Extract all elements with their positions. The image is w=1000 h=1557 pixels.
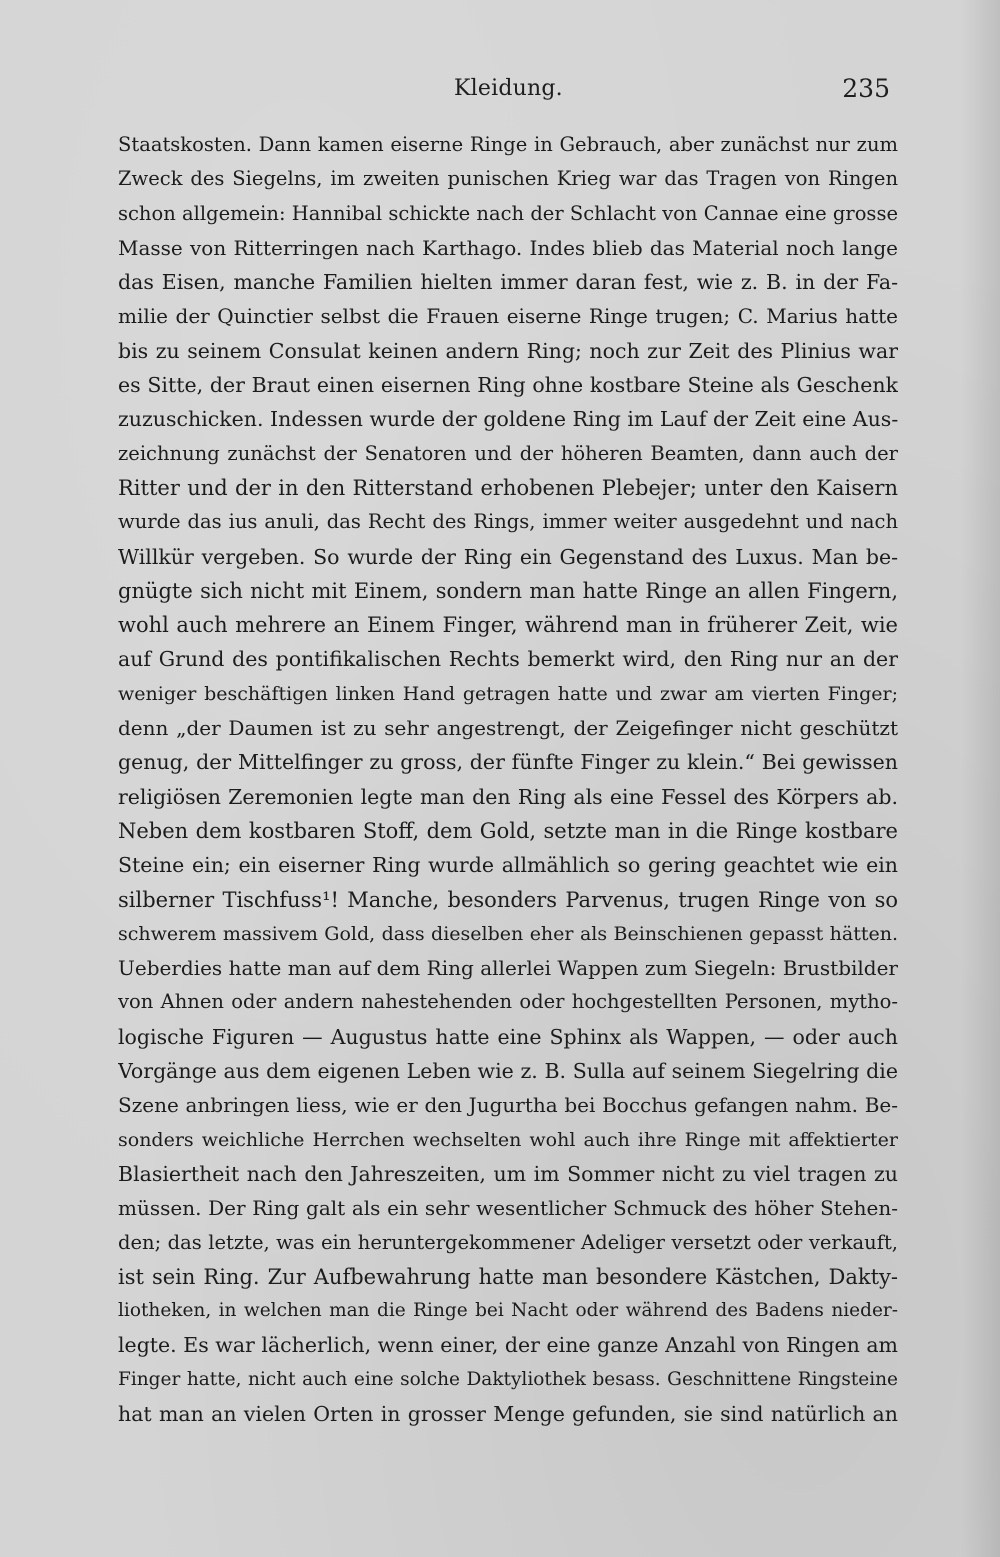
text-line: von Ahnen oder andern nahestehenden oder hochgestellten Personen, mytho- [118, 990, 898, 1014]
text-line: schwerem massivem Gold, dass dieselben eher als Beinschienen gepasst hätten. [118, 922, 898, 945]
text-line: zeichnung zunächst der Senatoren und der höheren Beamten, dann auch der [118, 441, 898, 465]
text-line: es Sitte, der Braut einen eisernen Ring ohne kostbare Steine als Geschenk [118, 373, 898, 398]
text-line: Blasiertheit nach den Jahreszeiten, um im Sommer nicht zu viel tragen zu [118, 1161, 898, 1186]
text-line: Steine ein; ein eiserner Ring wurde allmählich so gering geachtet wie ein [118, 853, 898, 878]
text-line: logische Figuren — Augustus hatte eine Sphinx als Wappen, — oder auch [118, 1024, 898, 1049]
text-line: Finger hatte, nicht auch eine solche Daktyliothek besass. Geschnittene Ringsteine [118, 1368, 898, 1390]
text-line: genug, der Mittelfinger zu gross, der fünfte Finger zu klein.“ Bei gewissen [118, 750, 898, 775]
text-line: hat man an vielen Orten in grosser Menge gefunden, sie sind natürlich an [118, 1401, 898, 1426]
text-line: schon allgemein: Hannibal schickte nach der Schlacht von Cannae eine grosse [118, 201, 898, 225]
running-header [118, 72, 898, 112]
text-line: Staatskosten. Dann kamen eiserne Ringe in Gebrauch, aber zunächst nur zum [118, 133, 898, 156]
text-line: religiösen Zeremonien legte man den Ring als eine Fessel des Körpers ab. [118, 784, 898, 809]
text-line: silberner Tischfuss¹! Manche, besonders Parvenus, trugen Ringe von so [118, 887, 898, 912]
text-line: auf Grund des pontifikalischen Rechts bemerkt wird, den Ring nur an der [118, 647, 898, 672]
text-line: Szene anbringen liess, wie er den Jugurtha bei Bocchus gefangen nahm. Be- [118, 1093, 898, 1118]
text-line: weniger beschäftigen linken Hand getragen hatte und zwar am vierten Finger; [118, 682, 898, 705]
text-line: Ritter und der in den Ritterstand erhobenen Plebejer; unter den Kaisern [118, 475, 898, 500]
text-line: Masse von Ritterringen nach Karthago. Indes blieb das Material noch lange [118, 235, 898, 260]
page-number: 235 [842, 74, 890, 103]
text-line: sonders weichliche Herrchen wechselten wohl auch ihre Ringe mit affektierter [118, 1128, 898, 1151]
text-line: wohl auch mehrere an Einem Finger, während man in früherer Zeit, wie [118, 613, 898, 638]
text-line: legte. Es war lächerlich, wenn einer, der eine ganze Anzahl von Ringen am [118, 1333, 898, 1358]
text-line: den; das letzte, was ein heruntergekommener Adeliger versetzt oder verkauft, [118, 1230, 898, 1254]
body-text [118, 128, 898, 1431]
text-line: denn „der Daumen ist zu sehr angestrengt, der Zeigefinger nicht geschützt [118, 716, 898, 741]
text-line: wurde das ius anuli, das Recht des Rings, immer weiter ausgedehnt und nach [118, 510, 898, 534]
text-line: gnügte sich nicht mit Einem, sondern man hatte Ringe an allen Fingern, [118, 578, 898, 603]
text-line: bis zu seinem Consulat keinen andern Ring; noch zur Zeit des Plinius war [118, 338, 898, 363]
text-line: müssen. Der Ring galt als ein sehr wesentlicher Schmuck des höher Stehen- [118, 1196, 898, 1221]
text-line: milie der Quinctier selbst die Frauen eiserne Ringe trugen; C. Marius hatte [118, 304, 898, 329]
running-title: Kleidung. [454, 76, 563, 101]
text-line: Neben dem kostbaren Stoff, dem Gold, setzte man in die Ringe kostbare [118, 818, 898, 843]
text-line: liotheken, in welchen man die Ringe bei Nacht oder während des Badens nieder- [118, 1300, 898, 1322]
text-line: Ueberdies hatte man auf dem Ring allerlei Wappen zum Siegeln: Brustbilder [118, 956, 898, 981]
text-line: ist sein Ring. Zur Aufbewahrung hatte man besondere Kästchen, Dakty- [118, 1264, 898, 1289]
page-edge-shadow [960, 0, 1000, 1557]
text-line: zuzuschicken. Indessen wurde der goldene Ring im Lauf der Zeit eine Aus- [118, 407, 898, 432]
text-line: Willkür vergeben. So wurde der Ring ein Gegenstand des Luxus. Man be- [118, 544, 898, 569]
text-line: das Eisen, manche Familien hielten immer daran fest, wie z. B. in der Fa- [118, 270, 898, 295]
text-line: Vorgänge aus dem eigenen Leben wie z. B. Sulla auf seinem Siegelring die [118, 1059, 898, 1084]
text-line: Zweck des Siegelns, im zweiten punischen Krieg war das Tragen von Ringen [118, 167, 898, 191]
